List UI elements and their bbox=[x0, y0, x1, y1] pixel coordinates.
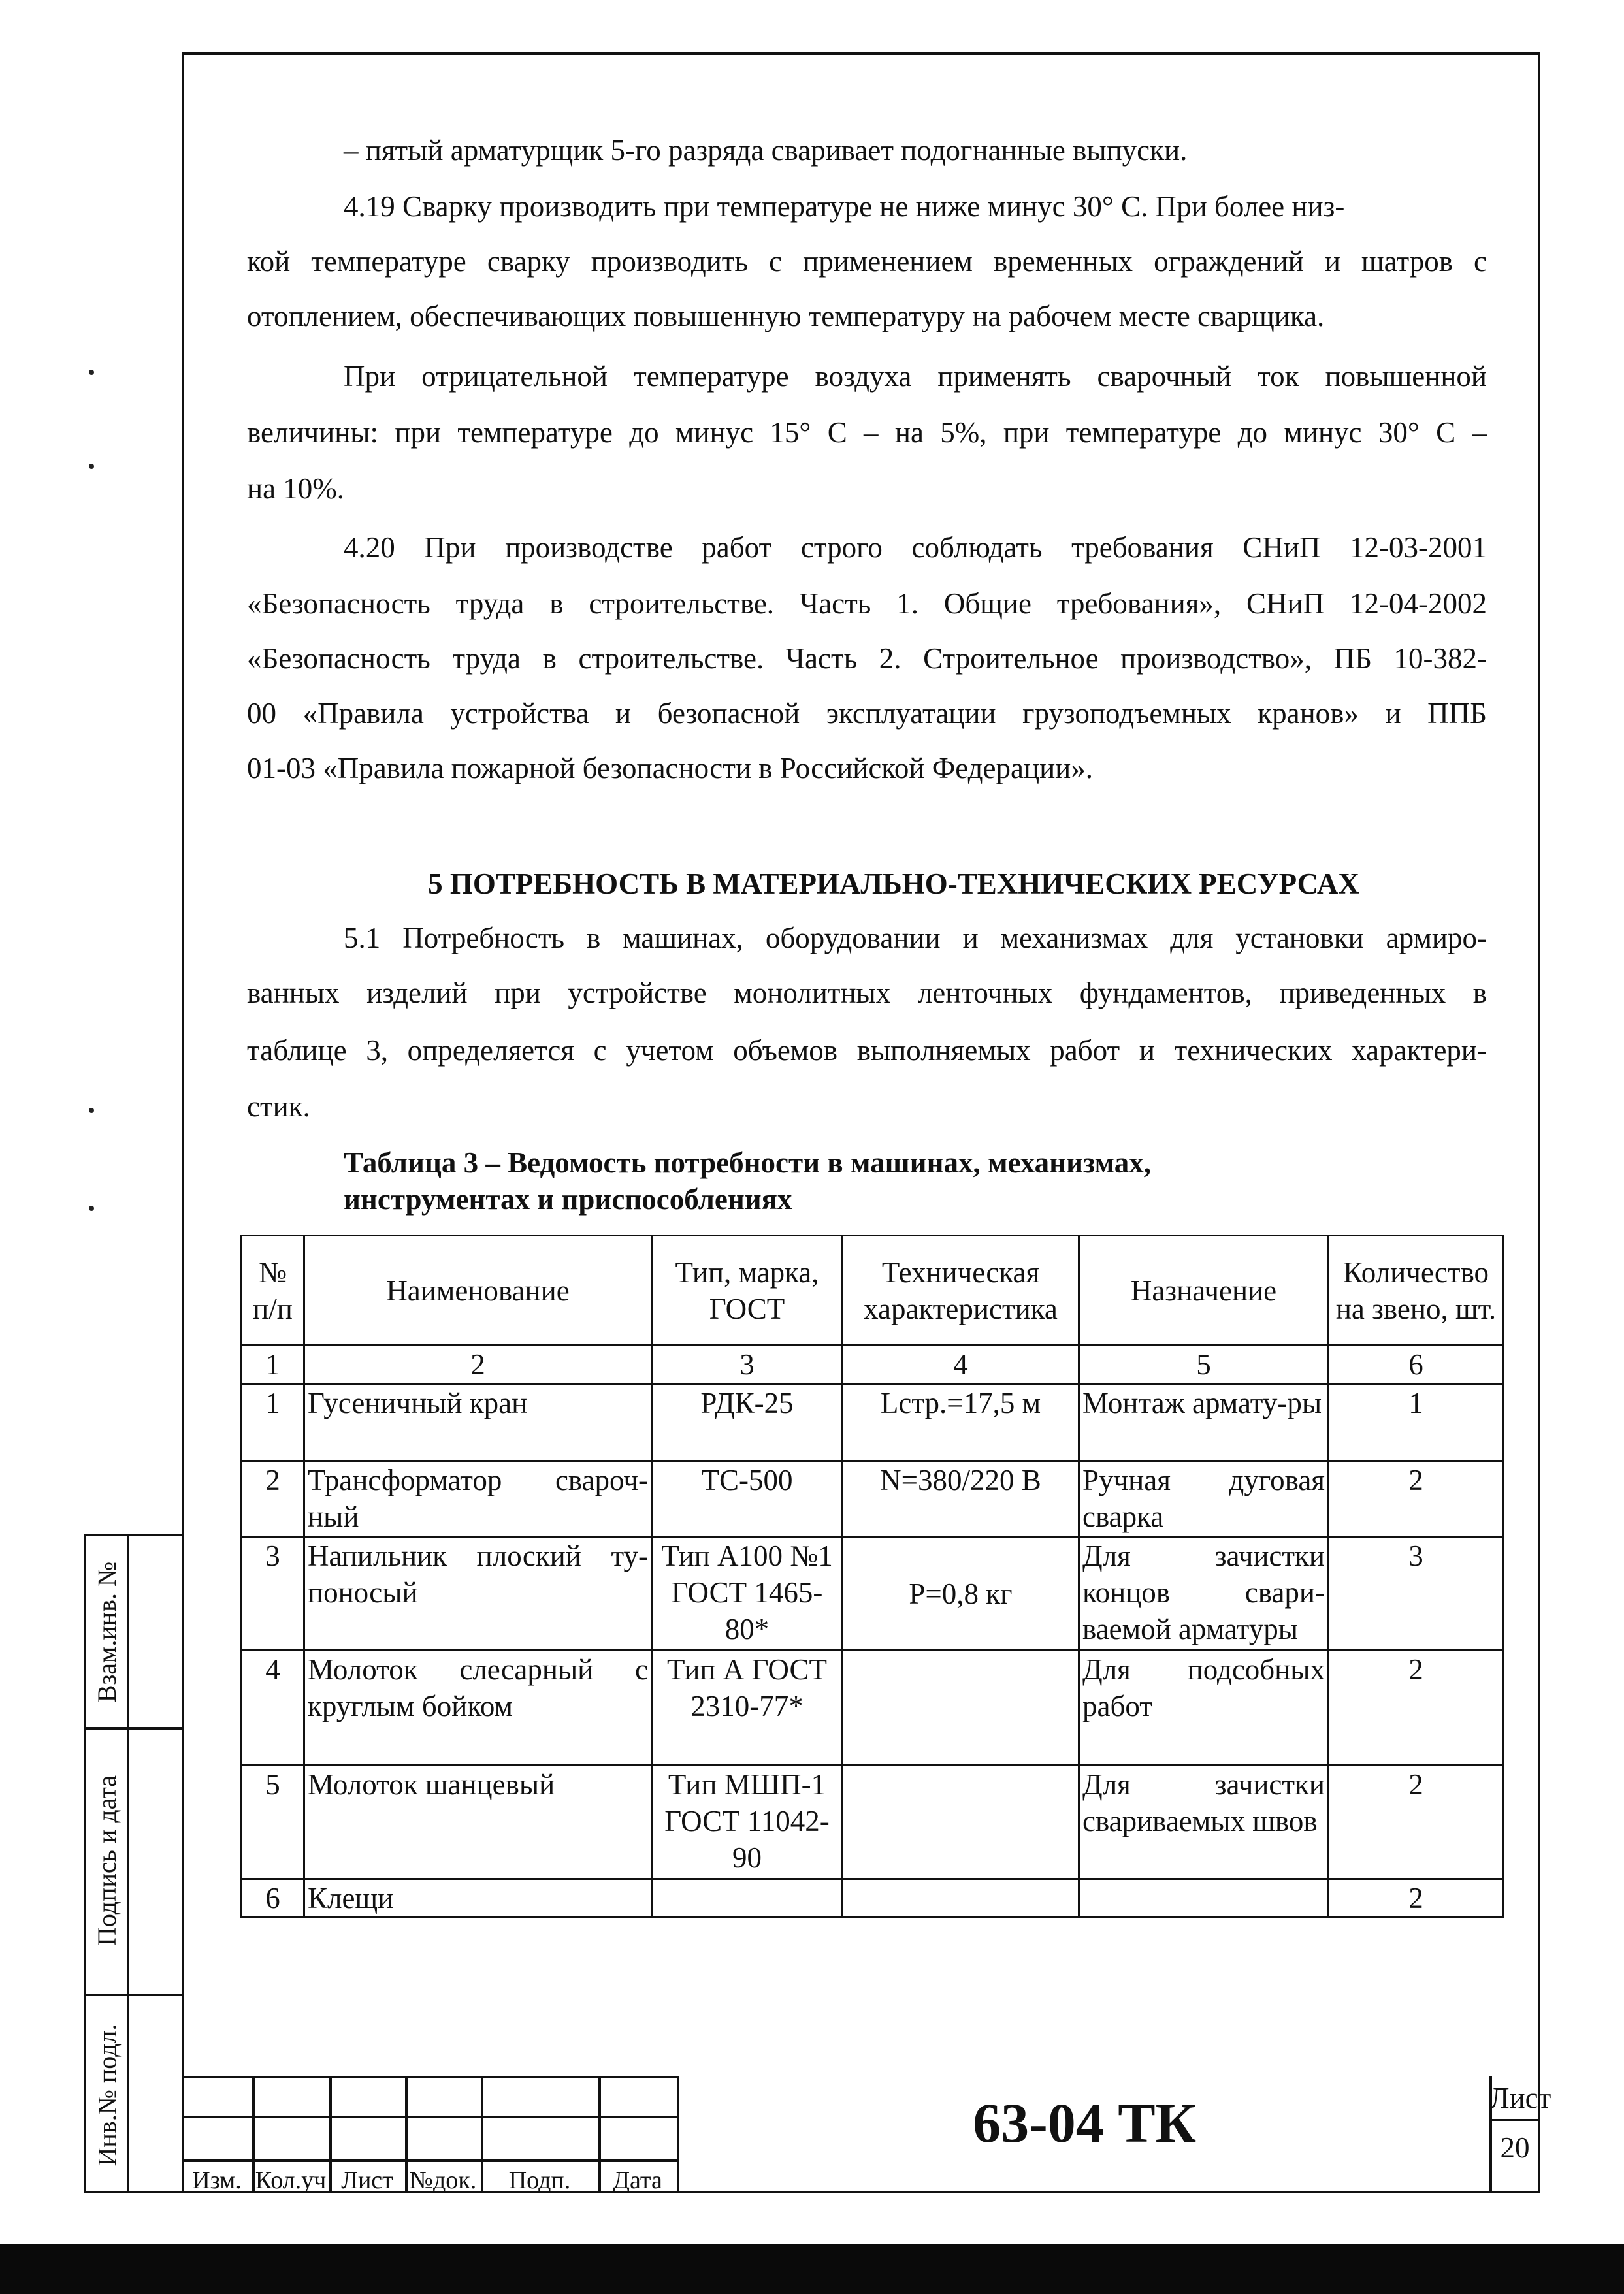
row-tech: N=380/220 В bbox=[843, 1461, 1079, 1537]
table-caption bbox=[344, 1144, 1151, 1218]
scan-speck bbox=[89, 1206, 94, 1211]
p51-line3: таблице 3, определяется с учетом объемов выполняемых работ и технических характери- bbox=[247, 1034, 1487, 1067]
col-number: 6 bbox=[1329, 1346, 1504, 1384]
p419-line3: отоплением, обеспечивающих повышенную температуру на рабочем месте сварщика. bbox=[247, 300, 1325, 332]
p419-line1: 4.19 Сварку производить при температуре не ниже минус 30° С. При более низ- bbox=[344, 190, 1345, 223]
header-name: Наименование bbox=[304, 1236, 652, 1346]
tb-label-list: Лист bbox=[341, 2167, 393, 2194]
col-number: 3 bbox=[652, 1346, 843, 1384]
row-purpose: Монтаж армату-ры bbox=[1079, 1384, 1329, 1461]
row-purpose: Для зачистки концов свари-ваемой арматуры bbox=[1079, 1537, 1329, 1651]
scan-speck bbox=[89, 370, 94, 375]
row-name: Напильник плоский ту-поносый bbox=[304, 1537, 652, 1651]
pneg-line1: При отрицательной температуре воздуха применять сварочный ток повышенной bbox=[344, 360, 1487, 393]
row-name: Молоток слесарный с круглым бойком bbox=[304, 1651, 652, 1766]
tb-label-ndok: №док. bbox=[409, 2167, 477, 2194]
row-type bbox=[652, 1879, 843, 1918]
col-number: 2 bbox=[304, 1346, 652, 1384]
tb-label-podp: Подп. bbox=[508, 2167, 571, 2194]
p420-line4: 00 «Правила устройства и безопасной эксплуатации грузоподъемных кранов» и ППБ bbox=[247, 697, 1487, 730]
tb-label-kol: Кол.уч bbox=[255, 2167, 327, 2194]
tb-label-data: Дата bbox=[613, 2167, 662, 2194]
sheet-number: 20 bbox=[1500, 2131, 1530, 2164]
table-row bbox=[242, 1651, 1504, 1766]
row-name: Клещи bbox=[304, 1879, 652, 1918]
row-purpose: Для подсобных работ bbox=[1079, 1651, 1329, 1766]
col-number: 1 bbox=[242, 1346, 304, 1384]
table-row bbox=[242, 1537, 1504, 1651]
sign-date-label: Подпись и дата bbox=[92, 1775, 122, 1946]
row-name: Молоток шанцевый bbox=[304, 1766, 652, 1879]
replaced-inv-label: Взам.инв. № bbox=[92, 1561, 122, 1702]
document-number: 63-04 ТК bbox=[973, 2092, 1196, 2154]
row-purpose bbox=[1079, 1879, 1329, 1918]
row-qty: 3 bbox=[1329, 1537, 1504, 1651]
row-type: Тип А ГОСТ 2310-77* bbox=[652, 1651, 843, 1766]
header-purpose: Назначение bbox=[1079, 1236, 1329, 1346]
col-number: 5 bbox=[1079, 1346, 1329, 1384]
row-qty: 2 bbox=[1329, 1461, 1504, 1537]
row-num: 5 bbox=[242, 1766, 304, 1879]
p51-line4: стик. bbox=[247, 1090, 310, 1123]
row-qty: 2 bbox=[1329, 1879, 1504, 1918]
row-num: 4 bbox=[242, 1651, 304, 1766]
row-type: Тип МШП-1 ГОСТ 11042-90 bbox=[652, 1766, 843, 1879]
row-qty: 2 bbox=[1329, 1766, 1504, 1879]
side-stamp bbox=[84, 1534, 182, 2193]
row-purpose: Ручная дуговая сварка bbox=[1079, 1461, 1329, 1537]
column-number-row bbox=[242, 1346, 1504, 1384]
table-row bbox=[242, 1384, 1504, 1461]
col-number: 4 bbox=[843, 1346, 1079, 1384]
row-purpose: Для зачистки свариваемых швов bbox=[1079, 1766, 1329, 1879]
p420-line2: «Безопасность труда в строительстве. Часть 1. Общие требования», СНиП 12-04-2002 bbox=[247, 587, 1487, 620]
row-tech: Р=0,8 кг bbox=[843, 1537, 1079, 1651]
tb-label-izm: Изм. bbox=[192, 2167, 242, 2194]
header-qty: Количество на звено, шт. bbox=[1329, 1236, 1504, 1346]
row-num: 3 bbox=[242, 1537, 304, 1651]
row-type: РДК-25 bbox=[652, 1384, 843, 1461]
table-caption-line1: Таблица 3 – Ведомость потребности в машинах, механизмах, bbox=[344, 1146, 1152, 1179]
sheet-label: Лист bbox=[1489, 2082, 1551, 2114]
section-5-title: 5 ПОТРЕБНОСТЬ В МАТЕРИАЛЬНО-ТЕХНИЧЕСКИХ РЕСУРСАХ bbox=[428, 867, 1359, 900]
orig-inv-label: Инв.№ подл. bbox=[92, 2024, 122, 2166]
row-tech: Lстр.=17,5 м bbox=[843, 1384, 1079, 1461]
row-num: 6 bbox=[242, 1879, 304, 1918]
table-row bbox=[242, 1879, 1504, 1918]
table-caption-line2: инструментах и приспособлениях bbox=[344, 1183, 792, 1216]
row-num: 1 bbox=[242, 1384, 304, 1461]
table-row bbox=[242, 1461, 1504, 1537]
scan-speck bbox=[89, 1108, 94, 1113]
scan-speck bbox=[89, 464, 94, 469]
row-type: ТС-500 bbox=[652, 1461, 843, 1537]
row-name: Гусеничный кран bbox=[304, 1384, 652, 1461]
p420-line1: 4.20 При производстве работ строго соблюдать требования СНиП 12-03-2001 bbox=[344, 531, 1487, 564]
row-tech bbox=[843, 1766, 1079, 1879]
row-tech bbox=[843, 1879, 1079, 1918]
pneg-line2: величины: при температуре до минус 15° С – на 5%, при температуре до минус 30° С – bbox=[247, 416, 1487, 449]
header-type: Тип, марка, ГОСТ bbox=[652, 1236, 843, 1346]
pneg-line3: на 10%. bbox=[247, 472, 345, 505]
table-row bbox=[242, 1766, 1504, 1879]
p420-line3: «Безопасность труда в строительстве. Часть 2. Строительное производство», ПБ 10-382- bbox=[247, 642, 1487, 675]
row-qty: 2 bbox=[1329, 1651, 1504, 1766]
resources-table bbox=[240, 1235, 1504, 1918]
row-tech bbox=[843, 1651, 1079, 1766]
row-name: Трансформатор свароч-ный bbox=[304, 1461, 652, 1537]
p419-line2: кой температуре сварку производить с применением временных ограждений и шатров с bbox=[247, 245, 1487, 278]
row-qty: 1 bbox=[1329, 1384, 1504, 1461]
p51-line2: ванных изделий при устройстве монолитных ленточных фундаментов, приведенных в bbox=[247, 977, 1487, 1009]
row-num: 2 bbox=[242, 1461, 304, 1537]
row-type: Тип А100 №1 ГОСТ 1465-80* bbox=[652, 1537, 843, 1651]
text-line: – пятый арматурщик 5-го разряда сваривает подогнанные выпуски. bbox=[344, 134, 1188, 167]
header-num: № п/п bbox=[242, 1236, 304, 1346]
p51-line1: 5.1 Потребность в машинах, оборудовании и механизмах для установки армиро- bbox=[344, 922, 1487, 954]
header-tech: Техническая характеристика bbox=[843, 1236, 1079, 1346]
scan-bottom-edge bbox=[0, 2244, 1624, 2294]
p420-line5: 01-03 «Правила пожарной безопасности в Российской Федерации». bbox=[247, 752, 1093, 784]
table-header-row bbox=[242, 1236, 1504, 1346]
